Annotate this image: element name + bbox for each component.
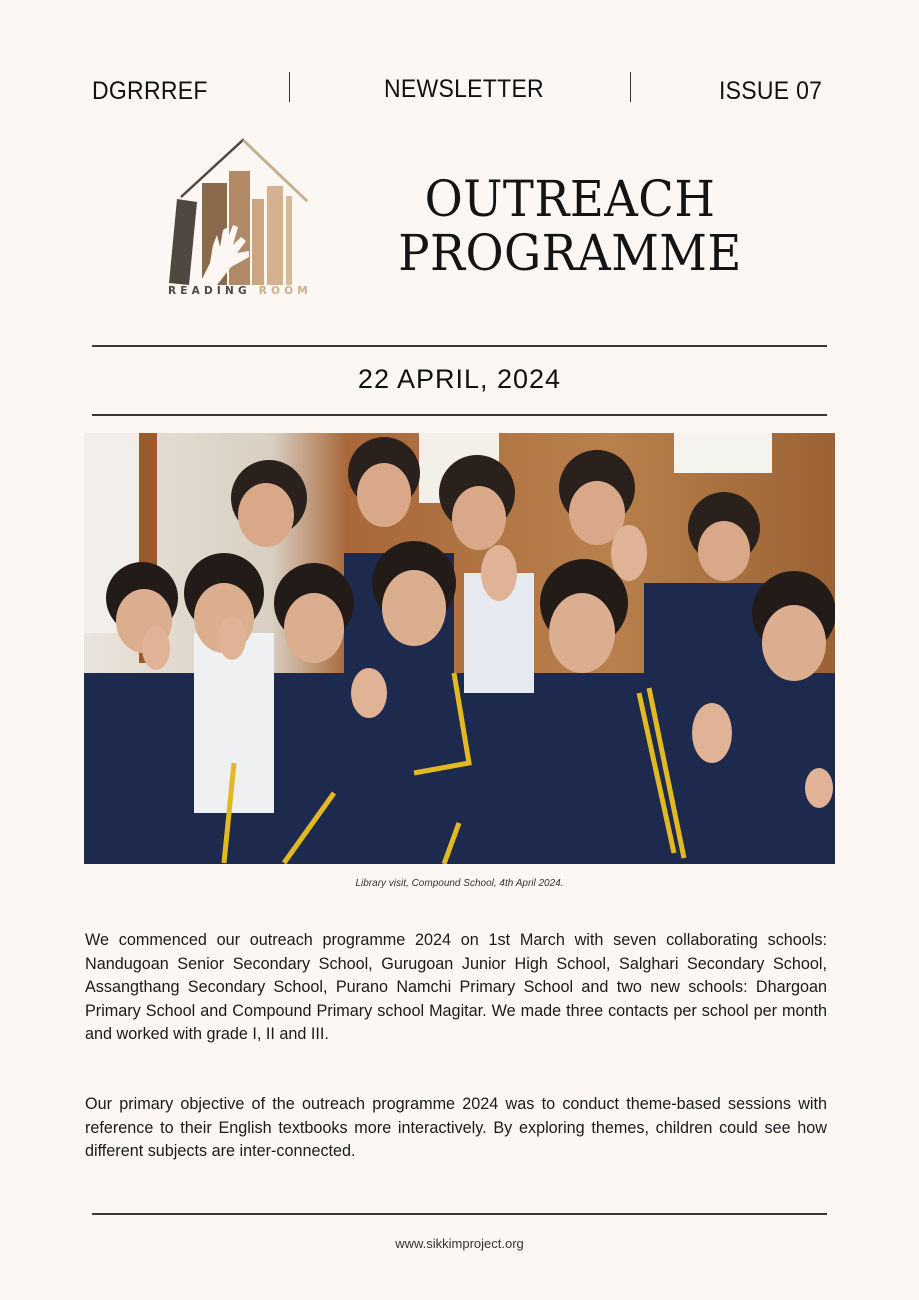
website-link[interactable]: www.sikkimproject.org xyxy=(395,1236,524,1251)
logo-caption xyxy=(168,285,312,297)
title-line-1: OUTREACH xyxy=(424,170,716,228)
title-line-2: PROGRAMME xyxy=(398,224,742,282)
reading-room-logo-icon xyxy=(165,135,320,300)
whiteboard xyxy=(674,433,772,473)
book-light-icon xyxy=(286,196,292,285)
photo-caption: Library visit, Compound School, 4th April 2024. xyxy=(355,878,564,889)
publication-label: NEWSLETTER xyxy=(384,75,544,103)
reading-room-logo xyxy=(165,135,320,300)
book-light-icon xyxy=(267,186,283,285)
children-photo-illustration xyxy=(84,433,835,864)
divider-line xyxy=(92,345,827,347)
divider-line xyxy=(92,1213,827,1215)
body-paragraph-2: Our primary objective of the outreach programme 2024 was to conduct theme-based sessions with reference to their English textbooks more interactively. By exploring themes, children could see how different subjects are inter-connected. xyxy=(85,1095,827,1160)
logo-caption-reading: READING xyxy=(168,285,251,297)
header-divider xyxy=(289,72,290,102)
issue-number: ISSUE 07 xyxy=(719,77,823,105)
book-light-icon xyxy=(252,199,264,285)
issue-date: 22 APRIL, 2024 xyxy=(357,364,562,394)
logo-caption-room: ROOM xyxy=(258,285,312,297)
featured-photo xyxy=(84,433,835,864)
page-title xyxy=(375,172,766,280)
book-dark-icon xyxy=(169,199,197,285)
organization-name: DGRRREF xyxy=(92,77,208,105)
header-divider xyxy=(630,72,631,102)
body-paragraph-1: We commenced our outreach programme 2024 on 1st March with seven collaborating schools: Nandugoan Senior Secondary School, Gurugoan Junior High School, Salghari Secondary School, Assangthang Secondary School, Purano Namchi Primary School and two new schools: Dhargoan Primary School and Compound Primary school Magitar. We made three contacts per school per month and worked with grade I, II and III. xyxy=(85,931,827,1043)
divider-line xyxy=(92,414,827,416)
